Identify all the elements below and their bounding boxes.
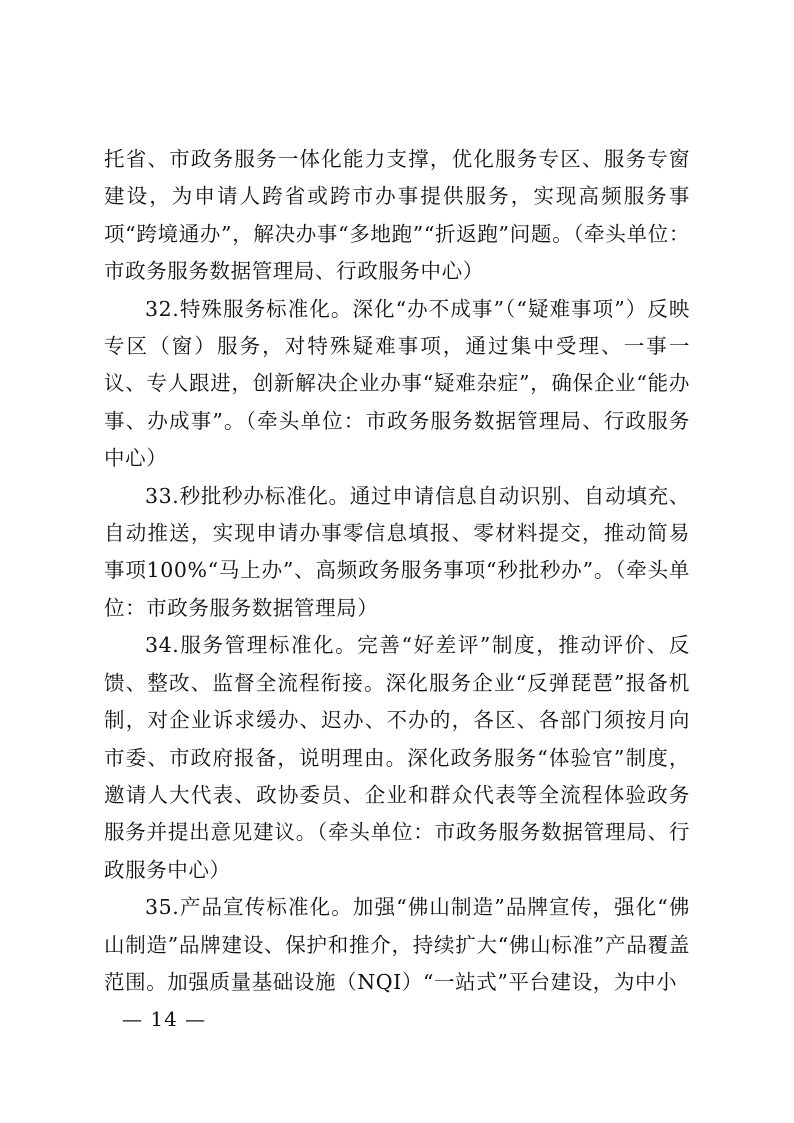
paragraph-item-32: 32.特殊服务标准化。深化“办不成事”（“疑难事项”）反映专区（窗）服务，对特殊疑难事项，通过集中受理、一事一议、专人跟进，创新解决企业办事“疑难杂症”，确保企业“能办事、办成事”。（牵头单位：市政务服务数据管理局、行政服务中心）	[104, 296, 690, 471]
paragraph-continuation: 托省、市政务服务一体化能力支撑，优化服务专区、服务专窗建设，为申请人跨省或跨市办事提供服务，实现高频服务事项“跨境通办”，解决办事“多地跑”“折返跑”问题。（牵头单位：市政务服务数据管理局、行政服务中心）	[104, 147, 690, 284]
paragraph-item-35: 35.产品宣传标准化。加强“佛山制造”品牌宣传，强化“佛山制造”品牌建设、保护和推介，持续扩大“佛山标准”产品覆盖范围。加强质量基础设施（NQI）“一站式”平台建设，为中小	[104, 895, 690, 994]
paragraph-item-34: 34.服务管理标准化。完善“好差评”制度，推动评价、反馈、整改、监督全流程衔接。深化服务企业“反弹琵琶”报备机制，对企业诉求缓办、迟办、不办的，各区、各部门须按月向市委、市政府报备，说明理由。深化政务服务“体验官”制度，邀请人大代表、政协委员、企业和群众代表等全流程体验政务服务并提出意见建议。（牵头单位：市政务服务数据管理局、行政服务中心）	[104, 633, 690, 882]
page-number: — 14 —	[122, 1007, 207, 1031]
paragraph-item-33: 33.秒批秒办标准化。通过申请信息自动识别、自动填充、自动推送，实现申请办事零信息填报、零材料提交，推动简易事项100%“马上办”、高频政务服务事项“秒批秒办”。（牵头单位：市政务服务数据管理局）	[104, 483, 690, 620]
document-body	[104, 141, 690, 1001]
